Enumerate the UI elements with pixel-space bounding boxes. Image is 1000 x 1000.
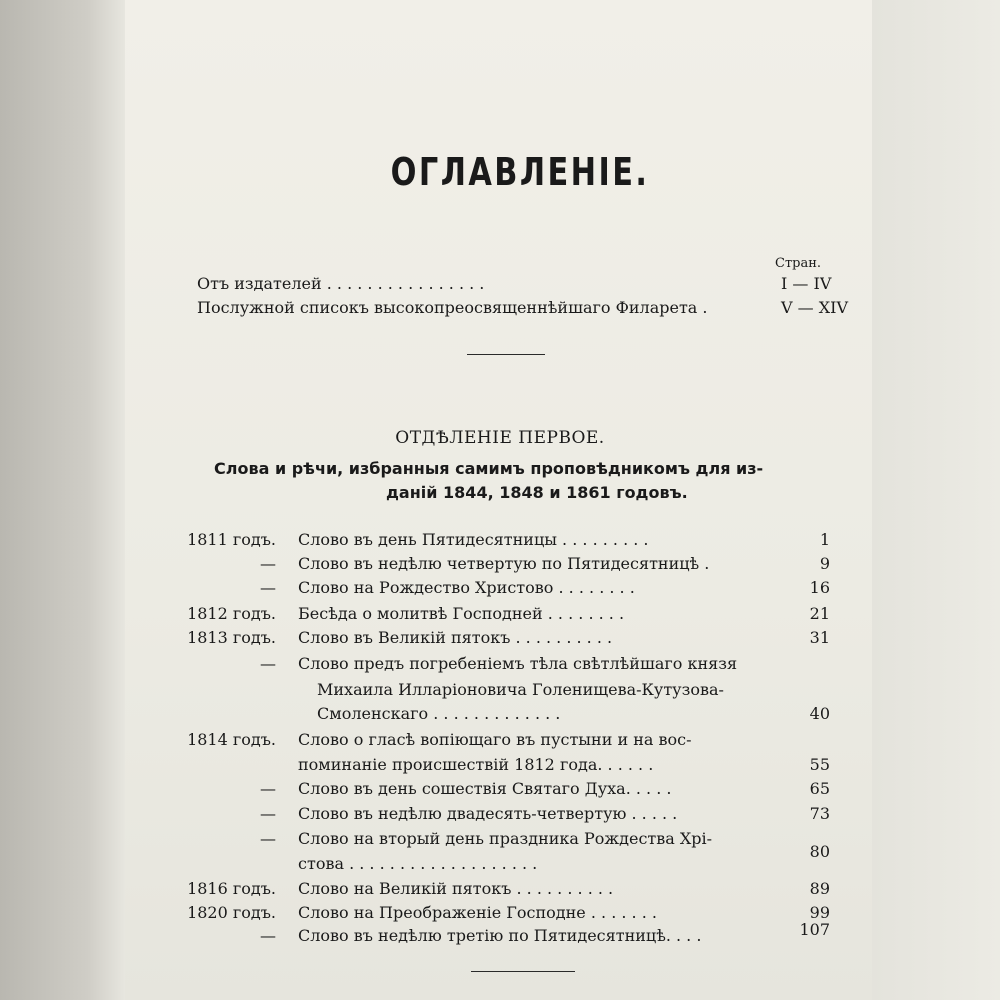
entry-title: Слово на Рождество Христово . . . . . . . .: [298, 578, 635, 597]
entry-title: Слово на вторый день праздника Рождества Хрі-: [298, 829, 713, 848]
entry-year: 1820 годъ.: [187, 903, 276, 922]
entry-page: 73: [809, 804, 830, 823]
entry-page: 55: [809, 755, 830, 774]
entry-page: 9: [819, 554, 830, 573]
entry-year: —: [260, 554, 276, 573]
entry-year: 1814 годъ.: [187, 730, 276, 749]
entry-page: 40: [809, 704, 830, 723]
entry-year: —: [260, 829, 276, 848]
page-title: ОГЛАВЛЕНІЕ.: [390, 150, 650, 194]
toc-entry: [168, 879, 830, 904]
entry-year: —: [260, 926, 276, 945]
toc-entry: [168, 920, 830, 951]
section-title: ОТДѢЛЕНІЕ ПЕРВОЕ.: [395, 428, 605, 448]
entry-title: Слово въ день Пятидесятницы . . . . . . . . .: [298, 530, 649, 549]
divider-rule: [471, 971, 575, 972]
toc-entry: [168, 829, 830, 854]
entry-year: —: [260, 804, 276, 823]
toc-entry: [168, 654, 830, 679]
toc-entry: [168, 530, 830, 555]
entry-year: —: [260, 654, 276, 673]
toc-entry: [168, 554, 830, 579]
entry-title: Слово въ день сошествія Святаго Духа. . . . .: [298, 779, 672, 798]
entry-page: 1: [819, 530, 830, 549]
toc-entry: [168, 804, 830, 829]
entry-page: 16: [809, 578, 830, 597]
entry-year: 1811 годъ.: [187, 530, 276, 549]
divider-rule: [467, 354, 545, 355]
entry-title: Слово въ Великій пятокъ . . . . . . . . . .: [298, 628, 613, 647]
entry-title: Слово въ недѣлю третію по Пятидесятницѣ. . . .: [298, 926, 702, 945]
front-matter-title: Послужной списокъ высокопреосвященнѣйшаго Филарета .: [197, 298, 708, 317]
entry-title: Слово о гласѣ вопіющаго въ пустыни и на вос-: [298, 730, 692, 749]
entry-year: 1816 годъ.: [187, 879, 276, 898]
toc-entry: [168, 628, 830, 653]
entry-title-continuation: поминаніе происшествій 1812 года. . . . . .: [298, 755, 654, 774]
toc-entry: [168, 578, 830, 603]
entry-title: Слово въ недѣлю двадесять-четвертую . . . . .: [298, 804, 678, 823]
entry-page: 31: [809, 628, 830, 647]
entry-title: Слово на Великій пятокъ . . . . . . . . . .: [298, 879, 614, 898]
entry-page: 21: [809, 604, 830, 623]
front-matter-pages: V — XIV: [781, 298, 848, 317]
front-matter-title: Отъ издателей . . . . . . . . . . . . . . . .: [197, 274, 485, 293]
toc-entry: [168, 730, 830, 755]
toc-entry: [168, 779, 830, 804]
entry-page: 80: [809, 842, 830, 861]
entry-title-continuation: Михаила Илларіоновича Голенищева-Кутузова-: [317, 680, 724, 699]
section-subtitle: даній 1844, 1848 и 1861 годовъ.: [386, 483, 688, 502]
toc-entry: [168, 755, 830, 780]
entry-page: 65: [809, 779, 830, 798]
page-column-label: Стран.: [775, 256, 822, 271]
entry-title-continuation: Смоленскаго . . . . . . . . . . . . .: [317, 704, 561, 723]
entry-page: 107: [799, 920, 830, 939]
entry-year: —: [260, 779, 276, 798]
front-matter-pages: I — IV: [781, 274, 832, 293]
entry-year: 1813 годъ.: [187, 628, 276, 647]
entry-title: Слово предъ погребеніемъ тѣла свѣтлѣйшаго князя: [298, 654, 738, 673]
section-subtitle: Слова и рѣчи, избранныя самимъ проповѣдникомъ для из-: [214, 459, 764, 478]
entry-title: Бесѣда о молитвѣ Господней . . . . . . . .: [298, 604, 625, 623]
toc-entry: [168, 704, 830, 729]
entry-year: 1812 годъ.: [187, 604, 276, 623]
toc-entry: [168, 604, 830, 629]
entry-title: Слово на Преображеніе Господне . . . . . . .: [298, 903, 657, 922]
entry-title: Слово въ недѣлю четвертую по Пятидесятницѣ .: [298, 554, 710, 573]
entry-year: —: [260, 578, 276, 597]
toc-entry: [168, 842, 830, 879]
toc-entry: [168, 903, 830, 928]
entry-page: 89: [809, 879, 830, 898]
entry-title-continuation: стова . . . . . . . . . . . . . . . . . . .: [298, 854, 538, 873]
entry-page: 99: [809, 903, 830, 922]
